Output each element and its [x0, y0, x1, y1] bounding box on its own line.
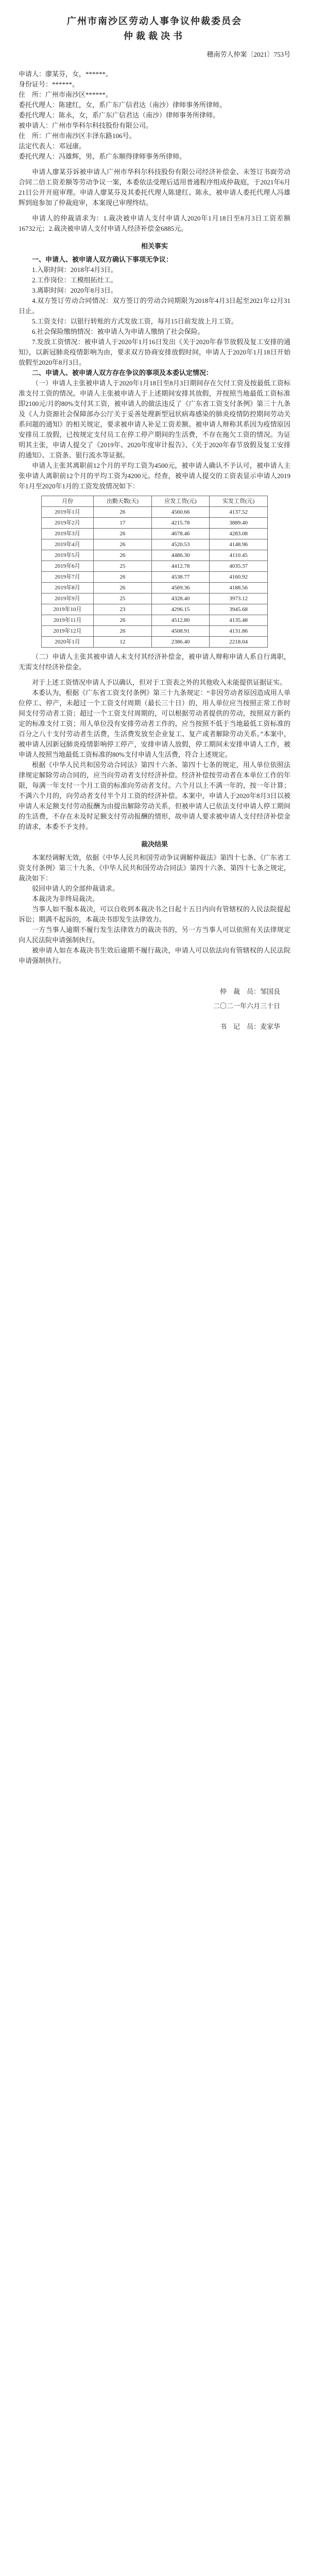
wage-table [41, 496, 268, 648]
table-cell: 4508.91 [151, 626, 210, 637]
table-cell: 17 [94, 518, 152, 529]
table-cell: 4538.77 [151, 572, 210, 583]
table-cell: 26 [94, 529, 152, 539]
analysis-paragraph: 对于上述工资情况申请人予以确认，但对于工资表之外的其他收入未能提供证据证实。 [32, 679, 287, 686]
table-cell: 26 [94, 550, 152, 561]
table-cell: 2019年2月 [42, 518, 94, 529]
fact-item: 3.离职时间：2020年8月3日。 [32, 286, 117, 294]
table-cell: 4678.46 [151, 529, 210, 539]
table-header-cell: 实发工资(元) [210, 496, 268, 507]
fact-item: 1.入职时间：2018年4月3日。 [32, 266, 117, 274]
dispute-paragraph: 申请人主张其离职前12个月的平均工资为4500元，被申请人确认不予认可，被申请人主张申请人离职前12个月的平均工资为4200元。经查，被申请人提交的工资表显示申请人2019年1月至2020年1月的工资发放情况如下： [19, 462, 290, 490]
table-cell: 25 [94, 561, 152, 572]
ruling-paragraph: 当事人如不服本裁决，可以自收到本裁决书之日起十五日内向有管辖权的人民法院提起诉讼；期满不起诉的，本裁决书即发生法律效力。 [19, 905, 290, 923]
table-cell: 4560.66 [151, 507, 210, 518]
table-cell: 4328.40 [151, 594, 210, 604]
table-row [42, 594, 268, 604]
table-cell: 4215.78 [151, 518, 210, 529]
applicant-address: 住 所：广州市南沙区******。 [19, 91, 113, 98]
table-row [42, 561, 268, 572]
table-cell: 4148.96 [210, 539, 268, 550]
disputed-heading: 二、申请人、被申请人双方存在争议的事项及本委认定情况： [32, 369, 213, 377]
table-cell: 4135.48 [210, 615, 268, 626]
table-row [42, 518, 268, 529]
facts-section [19, 255, 290, 672]
issuer-title: 广州市南沙区劳动人事争议仲裁委员会 [67, 16, 242, 26]
table-row [42, 615, 268, 626]
fact-item: 2.工作岗位：工模组拓灶工。 [32, 276, 117, 284]
table-header-row [42, 496, 268, 507]
table-cell: 2020年1月 [42, 637, 94, 648]
applicant-agent-2: 委托代理人：陈永，女，系广东广信君达（南沙）律师事务所律师。 [19, 111, 220, 119]
table-cell: 4283.08 [210, 529, 268, 539]
table-cell: 25 [94, 594, 152, 604]
ruling-section [19, 853, 290, 966]
table-row [42, 550, 268, 561]
undisputed-heading: 一、申请人、被申请人双方确认下事项无争议： [32, 256, 173, 263]
analysis-paragraph: 本委认为，根据《广东省工资支付条例》第三十九条规定：“非因劳动者原因造成用人单位停工、停产，未超过一个工资支付周期（最长三十日）的，用人单位应当按照正常工作时间支付劳动者工资；超过一个工资支付周期的，可以根据劳动者提供的劳动，按照双方新约定的标准支付工资；用人单位没有安排劳动者工作的，应当按照不低于当地最低工资标准的百分之八十支付劳动者生活费，生活费发放至企业复工、复产或者解除劳动关系。”本案中，被申请人因新冠肺炎疫情影响停工停产，安排申请人放假，停工期间未安排申请人工作，被申请人按照当地最低工资标准的80%支付申请人生活费，符合上述规定。 [19, 689, 290, 758]
analysis-section [19, 677, 290, 832]
respondent-legal-rep: 法定代表人：邓冠康。 [19, 142, 86, 150]
table-cell: 2019年7月 [42, 572, 94, 583]
table-cell: 2019年10月 [42, 604, 94, 615]
applicant-name: 申请人：廖某芬，女，******。 [19, 70, 113, 78]
table-cell: 4035.37 [210, 561, 268, 572]
respondent-name: 被申请人：广州市华科尔科技股份有限公司。 [19, 122, 153, 129]
table-cell: 2019年8月 [42, 583, 94, 594]
claims-paragraph: 申请人的仲裁请求为：1.裁决被申请人支付申请人2020年1月18日至8月3日工资差额16732元；2.裁决被申请人支付申请人经济补偿金6885元。 [19, 214, 290, 232]
dispute-paragraph: （二）申请人主张其被申请人未支付其经济补偿金，被申请人辩称申请人系自行离职，无需支付经济补偿金。 [19, 653, 290, 671]
table-cell: 23 [94, 604, 152, 615]
ruling-paragraph: 本案经调解无效，依据《中华人民共和国劳动争议调解仲裁法》第四十七条、《广东省工资支付条例》第三十九条、《中华人民共和国劳动合同法》第四十六条、第四十七条之规定，裁决如下： [19, 854, 290, 882]
table-row [42, 637, 268, 648]
analysis-paragraph: 根据《中华人民共和国劳动合同法》第四十六条、第四十七条的规定，用人单位依照法律规定解除劳动合同的，应当向劳动者支付经济补偿。经济补偿按劳动者在本单位工作的年限，每满一年支付一个月工资的标准向劳动者支付。六个月以上不满一年的，按一年计算；不满六个月的，向劳动者支付半个月工资的经济补偿。本案中，申请人于2020年8月3日以被申请人未足额支付劳动报酬为由提出解除劳动关系，但被申请人已依法支付申请人停工期间的生活费，不存在未及时足额支付劳动报酬的情形，故申请人要求被申请人支付经济补偿金的请求，本委不予支持。 [19, 761, 290, 831]
table-cell: 2019年9月 [42, 594, 94, 604]
table-cell: 2019年6月 [42, 561, 94, 572]
table-cell: 2019年5月 [42, 550, 94, 561]
case-number: 穗南劳人仲案〔2021〕753号 [207, 50, 290, 58]
dispute-paragraph: （一）申请人主张被申请人于2020年1月18日至8月3日期间存在欠付工资及按最低工资标准支付工资的情况。申请人主张被申请人于上述期间安排其放假，并按照当地最低工资标准即2100元/月的80%支付其工资，被申请人的做法违反了《广东省工资支付条例》第三十九条及《人力资源社会保障部办公厅关于妥善处理新型冠状病毒感染的肺炎疫情防控期间劳动关系问题的通知》的相关规定，要求被申请人补足工资差额。被申请人辩称其系因为疫情原因安排员工放假，已按规定支付员工在停工停产期间的生活费，不存在拖欠工资的情况。为证明其主张，申请人提交了《2019年、2020年度审计报告》、《关于2020年春节放假及复工安排的通知》、工资条、银行流水等证据。 [19, 379, 290, 459]
intro-paragraph: 申请人廖某芬诉被申请人广州市华科尔科技股份有限公司经济补偿金、未签订书面劳动合同二倍工资差额等劳动争议一案，本委依法受理后适用普通程序组成仲裁庭，于2021年6月21日公开开庭审理。申请人廖某芬及其委托代理人陈建红、陈永，被申请人委托代理人冯雄辉到庭参加了仲裁庭审，本案现已审理终结。 [19, 168, 290, 207]
ruling-paragraph: 驳回申请人的全部仲裁请求。 [32, 885, 119, 892]
table-row [42, 539, 268, 550]
award-date: 二〇二一年六月三十日 [213, 1002, 280, 1010]
table-cell: 4110.45 [210, 550, 268, 561]
table-cell: 4412.78 [151, 561, 210, 572]
table-cell: 3973.12 [210, 594, 268, 604]
table-cell: 2019年3月 [42, 529, 94, 539]
table-row [42, 604, 268, 615]
fact-item: 5.工资支付：以银行转账的方式发放工资，每月15日前发放上月工资。 [32, 317, 238, 325]
applicant-agent-1: 委托代理人：陈建红，女，系广东广信君达（南沙）律师事务所律师。 [19, 101, 227, 109]
table-cell: 26 [94, 572, 152, 583]
table-cell: 4188.56 [210, 583, 268, 594]
table-header-cell: 月份 [42, 496, 94, 507]
ruling-paragraph: 本裁决为非终局裁决。 [32, 895, 99, 903]
table-cell: 2386.40 [151, 637, 210, 648]
table-cell: 4512.80 [151, 615, 210, 626]
table-cell: 2019年4月 [42, 539, 94, 550]
intro-section [19, 167, 290, 234]
table-cell: 2019年1月 [42, 507, 94, 518]
table-cell: 26 [94, 626, 152, 637]
respondent-agent: 委托代理人：冯雄辉，男，系广东顺得律师事务所律师。 [19, 152, 186, 160]
table-cell: 4160.92 [210, 572, 268, 583]
table-cell: 4569.36 [151, 583, 210, 594]
table-cell: 3889.40 [210, 518, 268, 529]
table-cell: 4520.53 [151, 539, 210, 550]
table-cell: 4296.15 [151, 604, 210, 615]
table-cell: 4137.52 [210, 507, 268, 518]
table-header-cell: 应发工资(元) [151, 496, 210, 507]
fact-item: 6.社会保险缴纳情况：被申请人为申请人缴纳了社会保险。 [32, 328, 204, 335]
table-cell: 26 [94, 615, 152, 626]
table-header-cell: 出勤天数(天) [94, 496, 152, 507]
table-cell: 26 [94, 507, 152, 518]
table-cell: 26 [94, 583, 152, 594]
ruling-paragraph: 被申请人如在本裁决书生效后逾期不履行裁决，申请人可以依法向有管辖权的人民法院申请强制执行。 [19, 946, 290, 964]
applicant-id: 身份证号：******。 [19, 80, 79, 88]
ruling-heading: 裁决结果 [141, 840, 168, 848]
table-cell: 2019年12月 [42, 626, 94, 637]
table-cell: 2218.04 [210, 637, 268, 648]
table-cell: 4131.86 [210, 626, 268, 637]
table-row [42, 572, 268, 583]
table-row [42, 507, 268, 518]
respondent-address: 住 所：广州市南沙区丰泽东路106号。 [19, 132, 136, 140]
table-cell: 2019年11月 [42, 615, 94, 626]
clerk-signature: 书 记 员：麦家华 [219, 1023, 280, 1030]
table-row [42, 583, 268, 594]
parties-section [19, 69, 290, 162]
table-cell: 12 [94, 637, 152, 648]
fact-item: 7.发放工资情况：被申请人于2020年1月16日发出《关于2020年春节放假及复工安排的通知》，以新冠肺炎疫情影响为由，要求双方协商安排放假时间，申请人于2020年1月18日开始放假至2020年8月3日。 [19, 338, 290, 366]
table-cell: 4486.30 [151, 550, 210, 561]
ruling-paragraph: 一方当事人逾期不履行发生法律效力的裁决书的，另一方当事人可以依照有关法律规定向人民法院申请强制执行。 [19, 926, 290, 944]
facts-heading: 相关事实 [141, 242, 168, 250]
table-row [42, 626, 268, 637]
arbitrator-signature: 仲 裁 员：邹国良 [219, 988, 280, 995]
table-cell: 26 [94, 539, 152, 550]
document-title: 仲裁裁决书 [124, 31, 185, 41]
table-row [42, 529, 268, 539]
table-cell: 3945.68 [210, 604, 268, 615]
fact-item: 4.双方签订劳动合同情况：双方签订的劳动合同期限为2018年4月3日起至2021年12月31日止。 [19, 297, 290, 315]
